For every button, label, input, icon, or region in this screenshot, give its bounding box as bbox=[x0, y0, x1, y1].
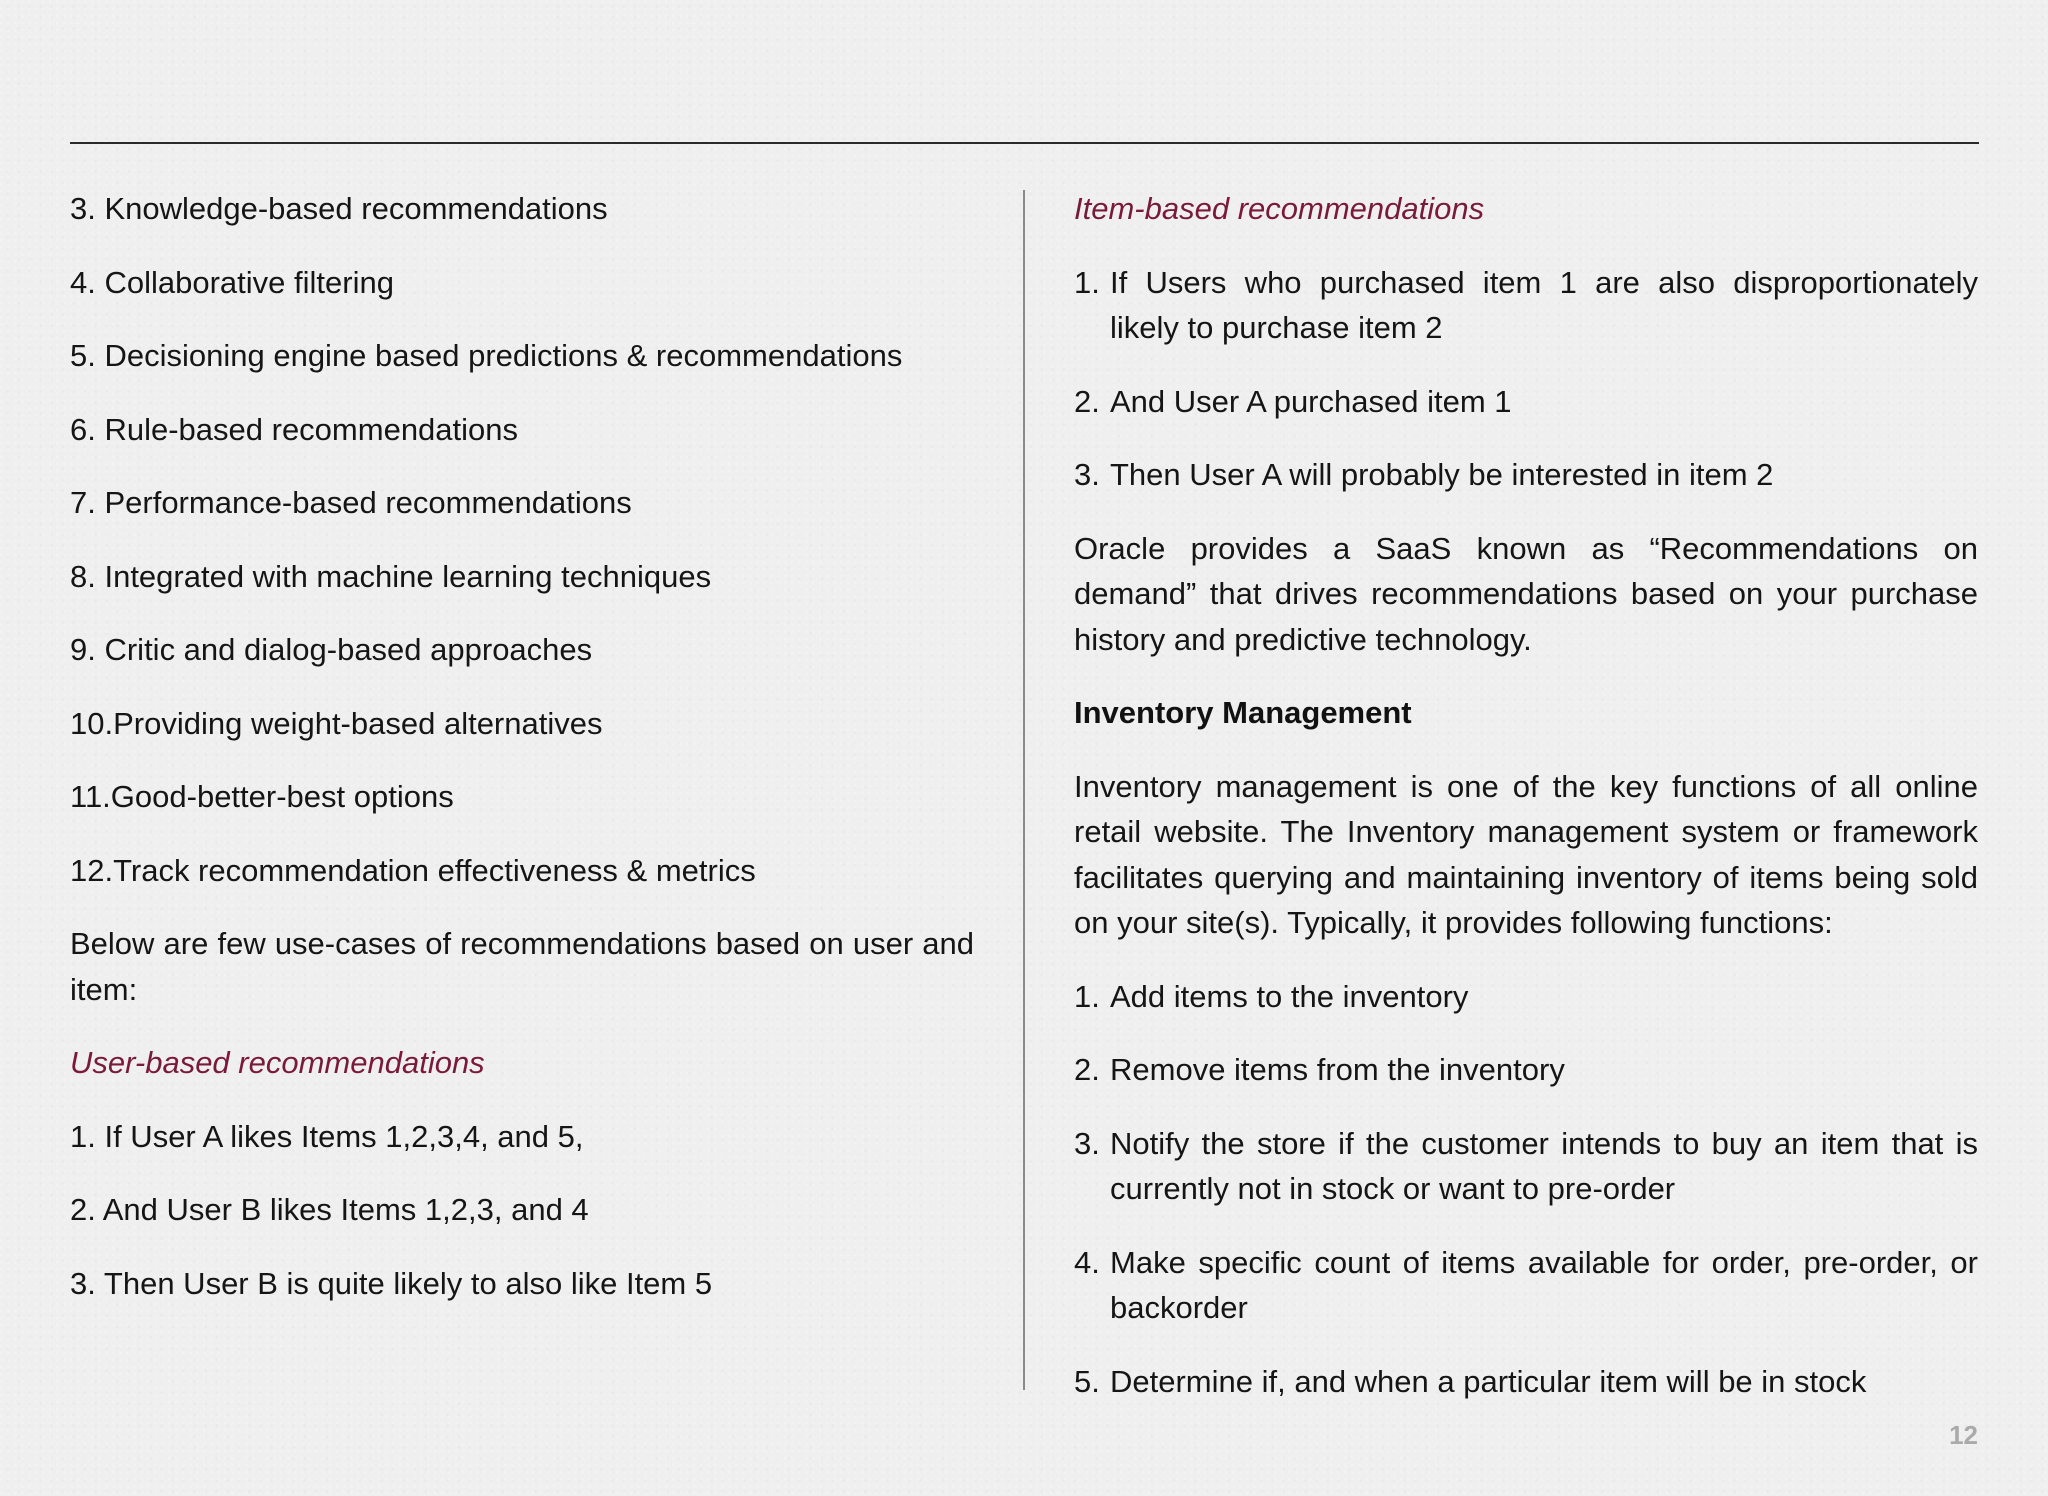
inventory-function-text: Add items to the inventory bbox=[1110, 978, 1469, 1014]
item-step-number: 1. bbox=[1074, 264, 1100, 300]
item-step bbox=[1074, 379, 1978, 425]
list-item: 6. Rule-based recommendations bbox=[70, 411, 519, 447]
use-cases-intro: Below are few use-cases of recommendations based on user and item: bbox=[70, 926, 974, 1007]
inventory-function-text: Notify the store if the customer intends to buy an item that is currently not in stock or want to pre-order bbox=[1110, 1125, 1978, 1206]
list-item: 11.Good-better-best options bbox=[70, 779, 454, 814]
inventory-function-text: Remove items from the inventory bbox=[1110, 1052, 1565, 1087]
inventory-function bbox=[1074, 1359, 1978, 1405]
oracle-paragraph: Oracle provides a SaaS known as “Recommendations on demand” that drives recommendations based on your purchase history and predictive technology. bbox=[1074, 530, 1978, 657]
list-item: 7. Performance-based recommendations bbox=[70, 485, 632, 520]
inventory-function-number: 4. bbox=[1074, 1244, 1100, 1280]
inventory-paragraph: Inventory management is one of the key functions of all online retail website. The Inventory management system or framework facilitates querying and maintaining inventory of items being sold on your site(s). Typically, it provides following functions: bbox=[1074, 768, 1978, 940]
item-step-number: 3. bbox=[1074, 457, 1100, 492]
left-column bbox=[70, 186, 974, 1334]
inventory-function bbox=[1074, 1121, 1978, 1212]
inventory-function bbox=[1074, 1047, 1978, 1093]
list-item: 12.Track recommendation effectiveness & metrics bbox=[70, 852, 756, 888]
item-step-text: And User A purchased item 1 bbox=[1110, 383, 1512, 419]
inventory-function-number: 2. bbox=[1074, 1052, 1100, 1087]
item-step-text: If Users who purchased item 1 are also disproportionately likely to purchase item 2 bbox=[1110, 264, 1978, 345]
item-step bbox=[1074, 260, 1978, 351]
list-item: 5. Decisioning engine based predictions & recommendations bbox=[70, 338, 903, 373]
user-step: 1. If User A likes Items 1,2,3,4, and 5, bbox=[70, 1118, 584, 1154]
item-step bbox=[1074, 452, 1978, 498]
inventory-function-number: 3. bbox=[1074, 1125, 1100, 1161]
item-step-number: 2. bbox=[1074, 383, 1100, 419]
page-number: 12 bbox=[1949, 1420, 1978, 1450]
user-step: 2. And User B likes Items 1,2,3, and 4 bbox=[70, 1192, 589, 1227]
list-item: 4. Collaborative filtering bbox=[70, 264, 394, 300]
item-step-text: Then User A will probably be interested in item 2 bbox=[1110, 457, 1774, 492]
column-divider bbox=[1023, 190, 1025, 1390]
inventory-function-number: 5. bbox=[1074, 1363, 1100, 1399]
inventory-function-text: Determine if, and when a particular item will be in stock bbox=[1110, 1363, 1867, 1399]
item-based-heading: Item-based recommendations bbox=[1074, 191, 1485, 226]
list-item: 8. Integrated with machine learning techniques bbox=[70, 558, 712, 594]
inventory-function-text: Make specific count of items available for order, pre-order, or backorder bbox=[1110, 1244, 1978, 1325]
user-step: 3. Then User B is quite likely to also like Item 5 bbox=[70, 1265, 713, 1301]
inventory-heading: Inventory Management bbox=[1074, 695, 1412, 730]
list-item: 3. Knowledge-based recommendations bbox=[70, 191, 608, 226]
inventory-function bbox=[1074, 974, 1978, 1020]
header-rule bbox=[70, 142, 1979, 144]
list-item: 10.Providing weight-based alternatives bbox=[70, 705, 603, 741]
list-item: 9. Critic and dialog-based approaches bbox=[70, 632, 593, 667]
right-column bbox=[1074, 186, 1978, 1432]
inventory-function bbox=[1074, 1240, 1978, 1331]
user-based-heading: User-based recommendations bbox=[70, 1045, 485, 1080]
inventory-function-number: 1. bbox=[1074, 978, 1100, 1014]
